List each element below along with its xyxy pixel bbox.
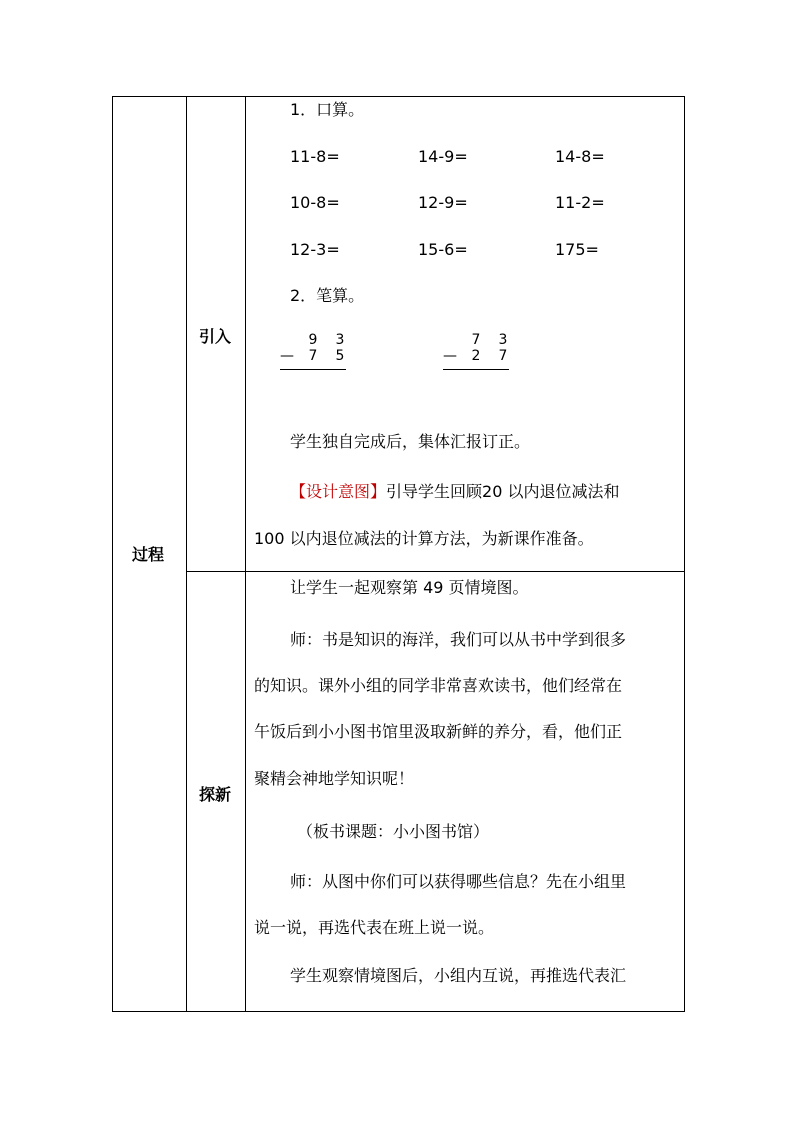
oral-item: 10-8=: [290, 193, 340, 212]
written-rule: [443, 369, 509, 370]
explore-line: 聚精会神地学知识呢！: [254, 769, 415, 788]
oral-item: 11-8=: [290, 147, 340, 166]
written-digit: 7: [471, 332, 481, 348]
intro-after-text: 学生独自完成后，集体汇报订正。: [290, 432, 531, 451]
written-digit: 7: [308, 348, 318, 364]
explore-line: 说一说，再选代表在班上说一说。: [254, 918, 495, 937]
oral-item: 12-9=: [418, 193, 468, 212]
written-rule: [280, 369, 346, 370]
minus-sign: —: [280, 348, 294, 364]
row-divider: [186, 571, 685, 572]
design-intent-tag: 【设计意图】: [290, 482, 387, 501]
table-border-left: [112, 96, 113, 1012]
explore-line: 让学生一起观察第 49 页情境图。: [290, 578, 529, 597]
written-digit: 9: [308, 332, 318, 348]
row-label-explore: 探新: [199, 785, 232, 804]
oral-item: 15-6=: [418, 240, 468, 259]
written-digit: 7: [498, 348, 508, 364]
explore-line: （板书课题：小小图书馆）: [297, 822, 490, 841]
explore-line: 师：从图中你们可以获得哪些信息？先在小组里: [290, 872, 627, 891]
oral-item: 14-8=: [555, 147, 605, 166]
explore-line: 师：书是知识的海洋，我们可以从书中学到很多: [290, 630, 627, 649]
oral-item: 11-2=: [555, 193, 605, 212]
design-intent-text: 引导学生回顾20 以内退位减法和: [386, 482, 620, 501]
oral-calc-title: 1．口算。: [290, 100, 365, 119]
table-border-bottom: [112, 1011, 685, 1012]
column-divider-1: [186, 96, 187, 1012]
oral-item: 175=: [555, 240, 599, 259]
section-label-process: 过程: [132, 545, 165, 564]
table-border-top: [112, 96, 685, 97]
table-border-right: [684, 96, 685, 1012]
written-digit: 2: [471, 348, 481, 364]
row-label-intro: 引入: [199, 327, 232, 346]
explore-line: 午饭后到小小图书馆里汲取新鲜的养分，看，他们正: [254, 722, 623, 741]
explore-line: 学生观察情境图后，小组内互说，再推选代表汇: [290, 966, 627, 985]
oral-item: 14-9=: [418, 147, 468, 166]
minus-sign: —: [443, 348, 457, 364]
written-digit: 5: [335, 348, 345, 364]
written-digit: 3: [335, 332, 345, 348]
design-intent-line1: [290, 482, 619, 502]
design-intent-line2: 100 以内退位减法的计算方法，为新课作准备。: [254, 529, 594, 548]
oral-item: 12-3=: [290, 240, 340, 259]
column-divider-2: [245, 96, 246, 1012]
written-calc-title: 2．笔算。: [290, 286, 365, 305]
explore-line: 的知识。课外小组的同学非常喜欢读书，他们经常在: [254, 676, 623, 695]
written-digit: 3: [498, 332, 508, 348]
